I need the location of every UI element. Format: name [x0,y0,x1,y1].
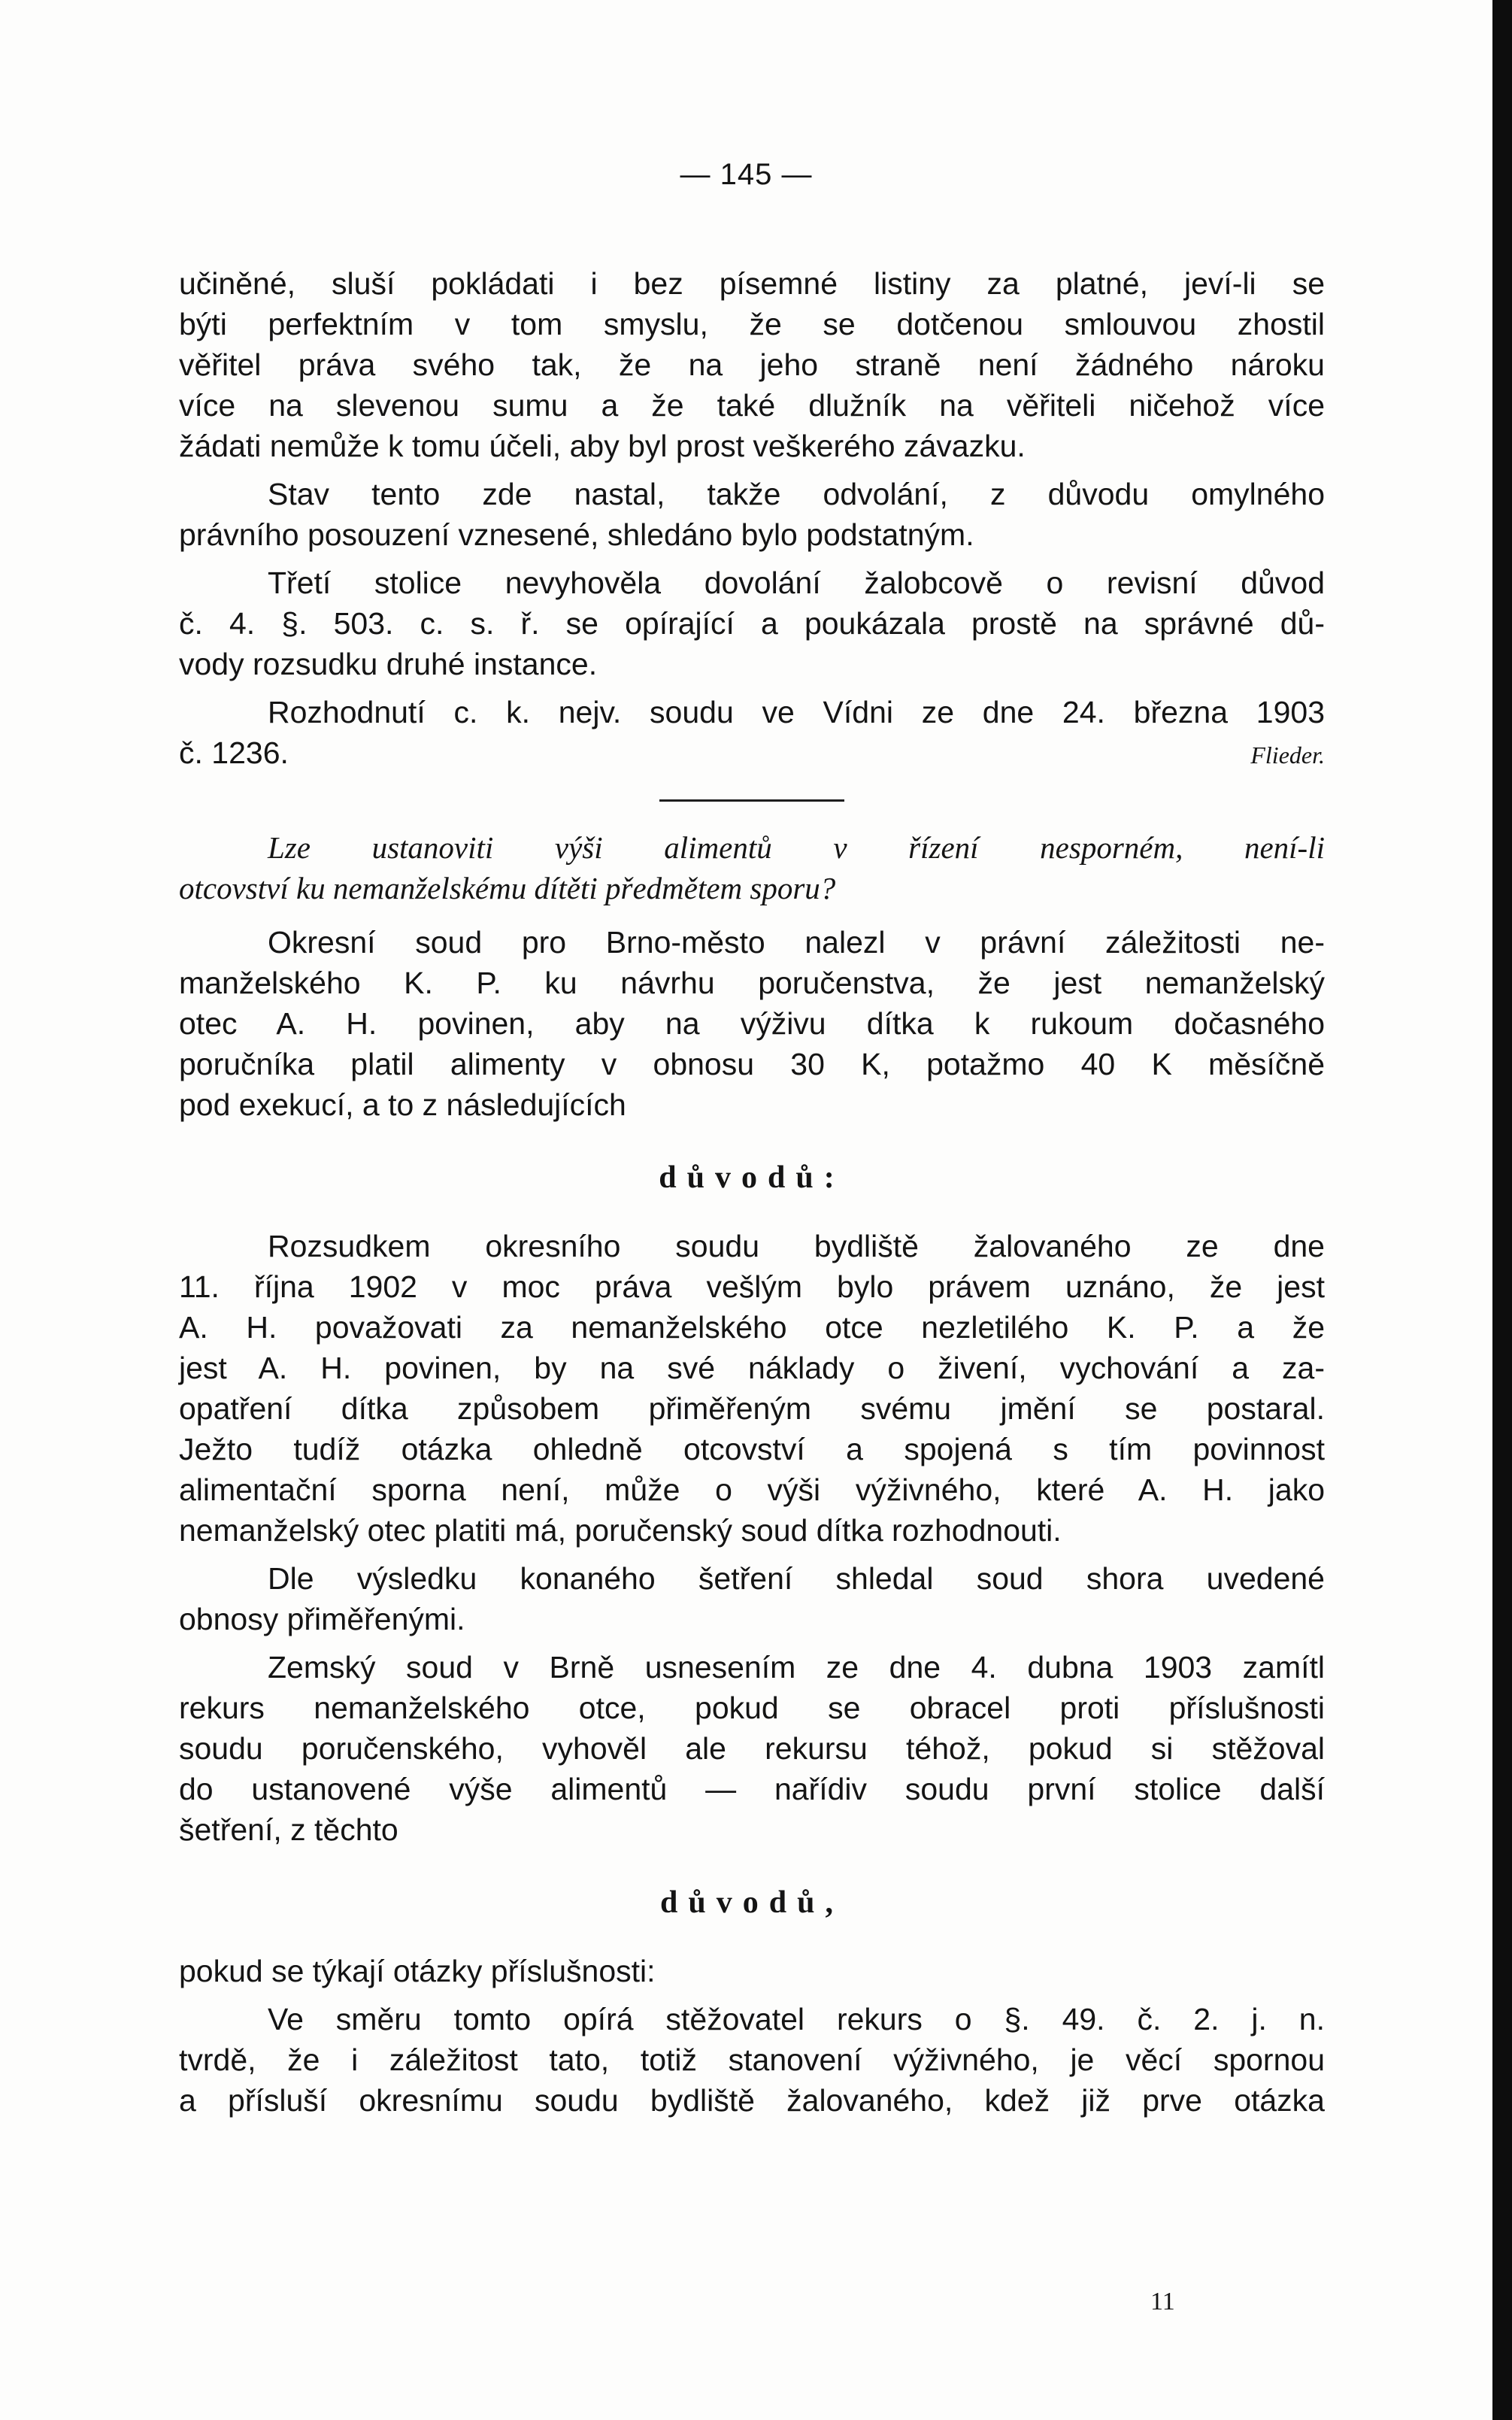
text-line: pod exekucí, a to z následujících [179,1087,626,1122]
text-line: manželského K. P. ku návrhu poručenstva, že jest nemanželský [179,966,1325,1000]
text-line: vody rozsudku druhé instance. [179,647,598,681]
text-line: býti perfektním v tom smyslu, že se dotčenou smlouvou zhostil [179,307,1325,341]
paragraph-investigation [179,1558,1325,1639]
text-line: nemanželský otec platiti má, poručenský soud dítka rozhodnouti. [179,1513,1062,1548]
text-line: a přísluší okresnímu soudu bydliště žalovaného, kdež již prve otázka [179,2083,1325,2118]
text-line: č. 4. §. 503. c. s. ř. se opírající a poukázala prostě na správné dů- [179,606,1325,641]
text-line: věřitel práva svého tak, že na jeho straně není žádného nároku [179,347,1325,382]
sheet-number: 11 [1150,2288,1175,2315]
text-line: opatření dítka způsobem přiměřeným svému jmění se postaral. [179,1391,1325,1426]
text-line: žádati nemůže k tomu účeli, aby byl prost veškerého závazku. [179,429,1026,463]
paragraph-judgment [179,1226,1325,1551]
signature: Flieder. [1250,741,1325,769]
text-line: Dle výsledku konaného šetření shledal soud shora uvedené [268,1561,1325,1596]
text-line: právního posouzení vznesené, shledáno bylo podstatným. [179,517,974,552]
decision-citation [179,692,1325,775]
text-line: Stav tento zde nastal, takže odvolání, z důvodu omylného [268,477,1325,511]
paragraph-regional-court [179,1647,1325,1850]
text-line: rekurs nemanželského otce, pokud se obracel proti příslušnosti [179,1691,1325,1725]
text-line: více na slevenou sumu a že také dlužník na věřiteli ničehož více [179,388,1325,423]
text-line: tvrdě, že i záležitost tato, totiž stanovení výživného, je věcí spornou [179,2042,1325,2077]
text-line: soudu poručenského, vyhověl ale rekursu téhož, pokud si stěžoval [179,1731,1325,1766]
text-line: obnosy přiměřenými. [179,1602,465,1636]
text-line: Zemský soud v Brně usnesením ze dne 4. dubna 1903 zamítl [268,1650,1325,1685]
text-line: pokud se týkají otázky příslušnosti: [179,1954,656,1988]
text-line: Rozsudkem okresního soudu bydliště žalovaného ze dne [268,1229,1325,1263]
headline-line: otcovství ku nemanželskému dítěti předmětem sporu? [179,871,836,905]
text-line: Ježto tudíž otázka ohledně otcovství a spojená s tím povinnost [179,1432,1325,1466]
text-column [179,263,1325,2121]
text-line: 11. října 1902 v moc práva vešlým bylo právem uznáno, že jest [179,1269,1325,1304]
paragraph-district-court [179,922,1325,1125]
text-line: alimentační sporna není, může o výši výživného, které A. H. jako [179,1472,1325,1507]
decision-number: č. 1236. [179,735,289,770]
decision-line: Rozhodnutí c. k. nejv. soudu ve Vídni ze dne 24. března 1903 [268,695,1325,729]
headline-line: Lze ustanoviti výši alimentů v řízení nesporném, není-li [268,830,1325,865]
paragraph-third-instance [179,563,1325,684]
text-line: A. H. považovati za nemanželského otce nezletilého K. P. a že [179,1310,1325,1345]
text-line: jest A. H. povinen, by na své náklady o živení, vychování a za- [179,1351,1325,1385]
scan-edge [1492,0,1512,2420]
section-divider [659,799,844,802]
page-number: — 145 — [680,158,813,191]
paragraph-appeal-basis [179,1999,1325,2121]
paragraph-jurisdiction [179,1951,1325,1991]
section-heading: důvodů: [659,1160,845,1195]
text-line: otec A. H. povinen, aby na výživu dítka k rukoum dočasného [179,1006,1325,1041]
text-line: Třetí stolice nevyhověla dovolání žalobcově o revisní důvod [268,566,1325,600]
text-line: Okresní soud pro Brno-město nalezl v právní záležitosti ne- [268,925,1325,960]
text-line: do ustanovené výše alimentů — nařídiv soudu první stolice další [179,1772,1325,1806]
case-headline [179,827,1325,908]
section-heading: důvodů, [660,1885,844,1920]
text-line: Ve směru tomto opírá stěžovatel rekurs o §. 49. č. 2. j. n. [268,2002,1325,2036]
text-line: poručníka platil alimenty v obnosu 30 K, potažmo 40 K měsíčně [179,1047,1325,1081]
text-line: učiněné, sluší pokládati i bez písemné listiny za platné, jeví-li se [179,266,1325,301]
paragraph-appeal-status [179,474,1325,555]
paragraph-continuation [179,263,1325,466]
text-line: šetření, z těchto [179,1812,398,1847]
